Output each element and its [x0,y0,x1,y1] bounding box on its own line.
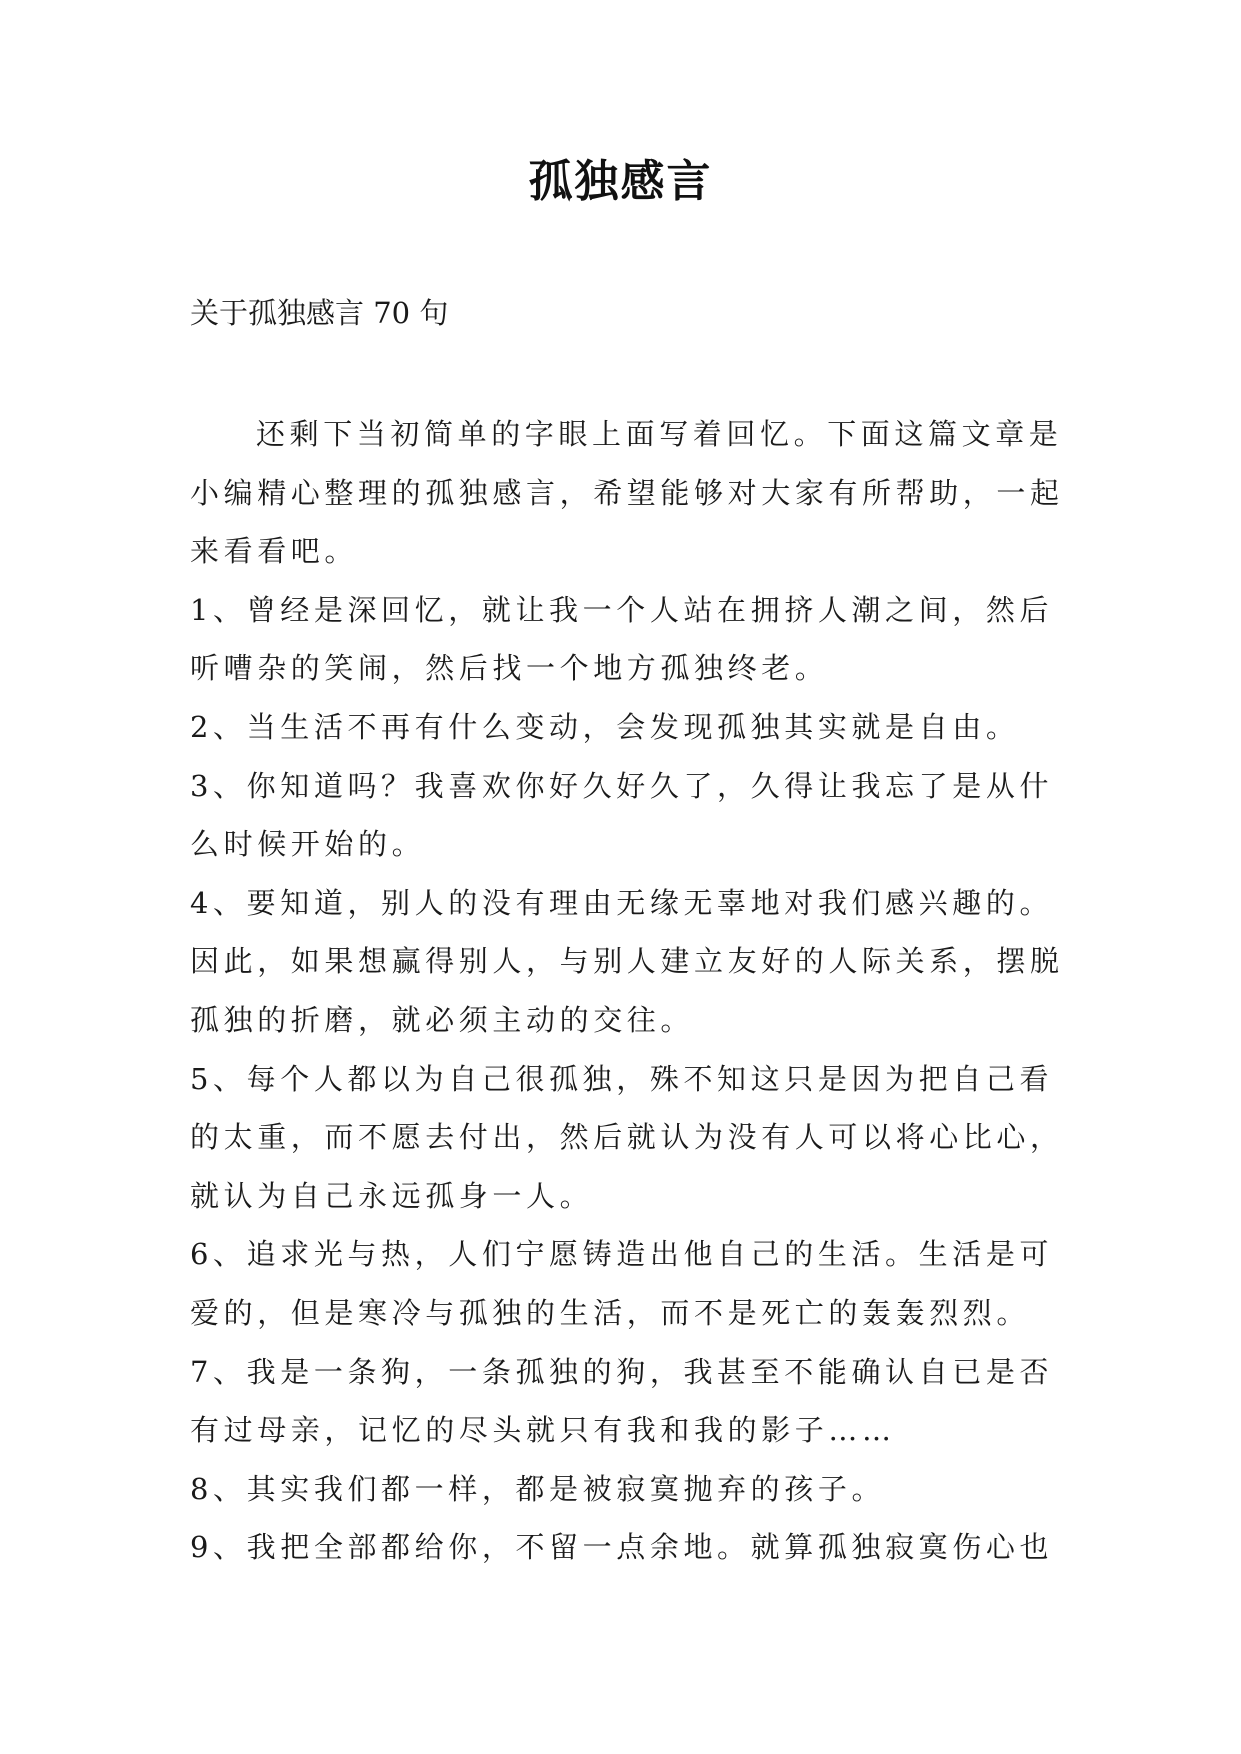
intro-paragraph: 还剩下当初简单的字眼上面写着回忆。下面这篇文章是小编精心整理的孤独感言，希望能够对大家有所帮助，一起来看看吧。 [190,417,1064,569]
document-body [190,405,1065,1577]
list-item: 7、我是一条狗，一条孤独的狗，我甚至不能确认自已是否有过母亲，记忆的尽头就只有我和我的影子…… [190,1354,1054,1448]
document-title: 孤独感言 [528,156,713,207]
list-item: 2、当生活不再有什么变动，会发现孤独其实就是自由。 [190,709,1020,744]
document-subtitle: 关于孤独感言 70 句 [190,296,449,330]
list-item: 4、要知道，别人的没有理由无缘无辜地对我们感兴趣的。因此，如果想赢得别人，与别人建立友好的人际关系，摆脱孤独的折磨，就必须主动的交往。 [190,885,1064,1037]
list-item: 9、我把全部都给你，不留一点余地。就算孤独寂寞伤心也 [190,1530,1054,1565]
list-item: 5、每个人都以为自己很孤独，殊不知这只是因为把自己看的太重，而不愿去付出，然后就认为没有人可以将心比心，就认为自己永远孤身一人。 [190,1061,1064,1213]
list-item: 8、其实我们都一样，都是被寂寞抛弃的孩子。 [190,1471,886,1506]
list-item: 3、你知道吗？我喜欢你好久好久了，久得让我忘了是从什么时候开始的。 [190,768,1054,862]
list-item: 6、追求光与热，人们宁愿铸造出他自己的生活。生活是可爱的，但是寒冷与孤独的生活，而不是死亡的轰轰烈烈。 [190,1237,1054,1330]
list-item: 1、曾经是深回忆，就让我一个人站在拥挤人潮之间，然后听嘈杂的笑闹，然后找一个地方孤独终老。 [190,592,1054,686]
